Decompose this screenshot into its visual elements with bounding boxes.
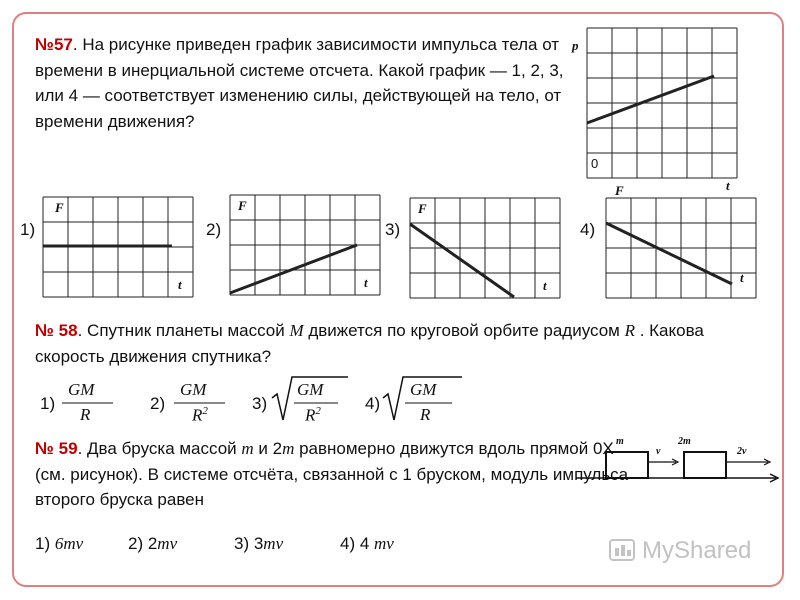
opt58-4-number: 4)	[365, 394, 381, 413]
opt59-4: 4) 4 mv	[340, 534, 394, 553]
graph-2-y: F	[238, 198, 247, 213]
opt58-3-number: 3)	[252, 394, 268, 413]
opt58-1-number: 1)	[40, 394, 56, 413]
graph-4-number: 4)	[580, 220, 596, 239]
graph-1-x: t	[178, 277, 182, 292]
opt58-3-num: GM	[297, 380, 324, 399]
graph-3-line	[410, 224, 514, 297]
opt58-2-den: $R^2$	[192, 405, 208, 425]
p-graph-line	[587, 76, 714, 123]
graph-4-y: F	[615, 183, 624, 198]
graph-1	[43, 197, 193, 297]
opt58-4-den: R	[420, 405, 431, 424]
graph-4-x: t	[740, 270, 744, 285]
watermark-text: MyShared	[642, 537, 752, 564]
graph-1-number: 1)	[20, 220, 36, 239]
graph-2-line	[230, 245, 357, 293]
opt58-3-den: $R^2$	[305, 405, 321, 425]
problem-59-text: № 59. Два бруска массой m и 2m равномерно движутся вдоль прямой 0X (см. рисунок). В системе отсчёта, связанной с 1 бруском, модуль импульса второго бруска равен	[35, 439, 629, 509]
graph-3	[410, 198, 560, 298]
watermark-logo	[610, 540, 634, 560]
block-2v-label: 2v	[737, 446, 747, 457]
opt59-3: 3) 3mv	[234, 534, 284, 553]
main-x-label: t	[726, 178, 730, 193]
graph-1-y: F	[55, 200, 64, 215]
graph-3-x: t	[543, 278, 547, 293]
graph-3-number: 3)	[385, 220, 401, 239]
opt58-4-num: GM	[410, 380, 437, 399]
opt58-1-num: GM	[68, 380, 95, 399]
problem-58-text: № 58. Спутник планеты массой M движется по круговой орбите радиусом R . Какова скорость движения спутника?	[35, 321, 704, 366]
opt59-1: 1) 6mv	[35, 534, 84, 553]
block-2m	[684, 452, 726, 478]
graph-2-number: 2)	[206, 220, 222, 239]
main-p-graph	[587, 28, 737, 178]
problem-58-number: № 58	[35, 321, 78, 340]
block-m-label: m	[616, 436, 624, 447]
main-origin: 0	[591, 156, 599, 171]
opt58-1-den: R	[80, 405, 91, 424]
graph-3-y: F	[418, 201, 427, 216]
block-v-label: v	[656, 446, 661, 457]
graph-2-x: t	[364, 275, 368, 290]
opt58-2-num: GM	[180, 380, 207, 399]
opt58-2-number: 2)	[150, 394, 166, 413]
block-2m-label: 2m	[678, 436, 691, 447]
main-y-label: p	[572, 38, 579, 53]
opt59-2: 2) 2mv	[128, 534, 178, 553]
problem-57-number: №57	[35, 35, 73, 54]
graph-4-line	[606, 223, 732, 284]
problem-59-number: № 59	[35, 439, 78, 458]
graph-4	[606, 198, 756, 298]
graph-2	[230, 195, 380, 295]
problem-57-text: №57. На рисунке приведен график зависимости импульса тела от времени в инерциальной системе отсчета. Какой график — 1, 2, 3, или 4 — соответствует изменению силы, действующей на тело, от времени движения?	[35, 35, 564, 131]
